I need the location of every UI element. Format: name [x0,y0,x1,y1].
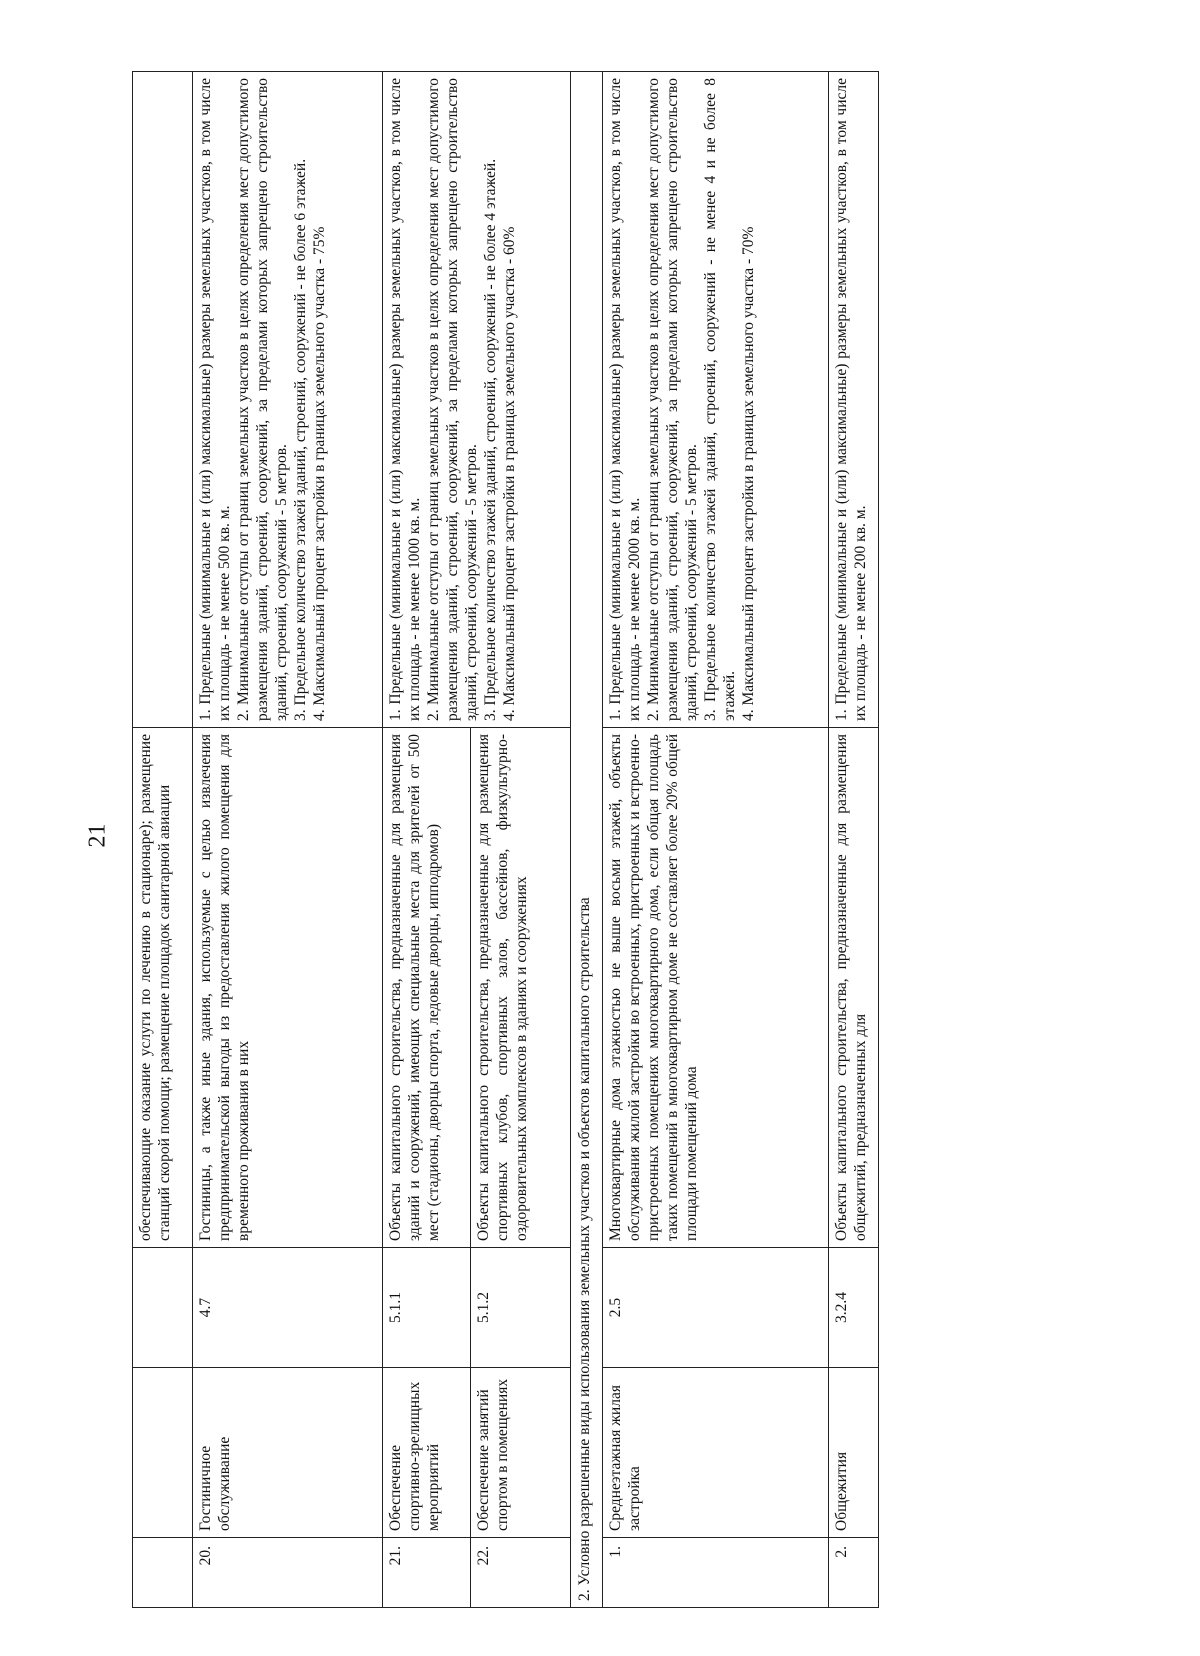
param-line: 1. Предельные (минимальные и (или) максимальные) размеры земельных участков, в том числе их площадь - не менее 200 кв. м. [833,78,869,721]
cell-description: Объекты капитального строительства, предназначенные для размещения спортивных клубов, спортивных залов, бассейнов, физкультурно-оздоровительных комплексов в зданиях и сооружениях [471,728,571,1248]
rotated-table-container [132,72,1142,1608]
section-header-row [571,72,603,1608]
table-row [829,72,879,1608]
param-line: 3. Предельное количество этажей зданий, строений, сооружений - не менее 4 и не более 8 этажей. [702,78,738,721]
cell-description: Объекты капитального строительства, предназначенные для размещения зданий и сооружений, имеющих специальные места для зрителей от 500 мест (стадионы, дворцы спорта, ледовые дворцы, ипподромов) [383,728,471,1248]
cell-name [133,1368,193,1538]
page-number: 21 [84,823,111,848]
cell-code: 5.1.2 [471,1248,571,1368]
cell-code: 3.2.4 [829,1248,879,1368]
section-title: 2. Условно разрешенные виды использования земельных участков и объектов капитального строительства [571,72,603,1608]
cell-description: Объекты капитального строительства, предназначенные для размещения общежитий, предназначенных для [829,728,879,1248]
cell-params [829,72,879,728]
param-line: 2. Минимальные отступы от границ земельных участков в целях определения мест допустимого размещения зданий, строений, сооружений, за пределами которых запрещено строительство зданий, строений, сооружений - 5 метров. [645,78,700,721]
param-line: 3. Предельное количество этажей зданий, строений, сооружений - не более 4 этажей. [482,158,499,721]
table-row [603,72,829,1608]
param-line: 1. Предельные (минимальные и (или) максимальные) размеры земельных участков, в том числе их площадь - не менее 500 кв. м. [197,78,233,721]
cell-num: 21. [383,1538,471,1608]
param-line: 4. Максимальный процент застройки в границах земельного участка - 60% [501,226,518,721]
cell-description: обеспечивающие оказание услуги по лечению в стационаре); размещение станций скорой помощи; размещение площадок санитарной авиации [133,728,193,1248]
cell-params [133,72,193,728]
table-row-continuation [133,72,193,1608]
param-line: 1. Предельные (минимальные и (или) максимальные) размеры земельных участков, в том числе их площадь - не менее 1000 кв. м. [387,78,423,721]
cell-name: Общежития [829,1368,879,1538]
cell-params [193,72,383,728]
cell-code: 5.1.1 [383,1248,471,1368]
land-use-table [132,71,879,1608]
param-line: 4. Максимальный процент застройки в границах земельного участка - 70% [740,226,757,721]
param-line: 1. Предельные (минимальные и (или) максимальные) размеры земельных участков, в том числе их площадь - не менее 2000 кв. м. [607,78,643,721]
param-line: 2. Минимальные отступы от границ земельных участков в целях определения мест допустимого размещения зданий, строений, сооружений, за пределами которых запрещено строительство зданий, строений, сооружений - 5 метров. [425,78,480,721]
cell-num: 2. [829,1538,879,1608]
cell-name: Среднеэтажная жилая застройка [603,1368,829,1538]
cell-params [603,72,829,728]
cell-name: Гостиничное обслуживание [193,1368,383,1538]
cell-description: Многоквартирные дома этажностью не выше восьми этажей, объекты обслуживания жилой застройки во встроенных, пристроенных и встроенно-пристроенных помещениях многоквартирного дома, если общая площадь таких помещений в многоквартирном доме не составляет более 20% общей площади помещений дома [603,728,829,1248]
cell-description: Гостиницы, а также иные здания, используемые с целью извлечения предпринимательской выгоды из предоставления жилого помещения для временного проживания в них [193,728,383,1248]
cell-code [133,1248,193,1368]
cell-name: Обеспечение занятий спортом в помещениях [471,1368,571,1538]
cell-num [133,1538,193,1608]
cell-num: 22. [471,1538,571,1608]
cell-code: 4.7 [193,1248,383,1368]
param-line: 4. Максимальный процент застройки в границах земельного участка - 75% [311,226,328,721]
param-line: 2. Минимальные отступы от границ земельных участков в целях определения мест допустимого размещения зданий, строений, сооружений, за пределами которых запрещено строительство зданий, строений, сооружений - 5 метров. [235,78,290,721]
table-row [193,72,383,1608]
table-row [383,72,471,1608]
cell-name: Обеспечение спортивно-зрелищных мероприятий [383,1368,471,1538]
cell-num: 1. [603,1538,829,1608]
cell-code: 2.5 [603,1248,829,1368]
param-line: 3. Предельное количество этажей зданий, строений, сооружений - не более 6 этажей. [292,158,309,721]
cell-params [383,72,571,728]
cell-num: 20. [193,1538,383,1608]
